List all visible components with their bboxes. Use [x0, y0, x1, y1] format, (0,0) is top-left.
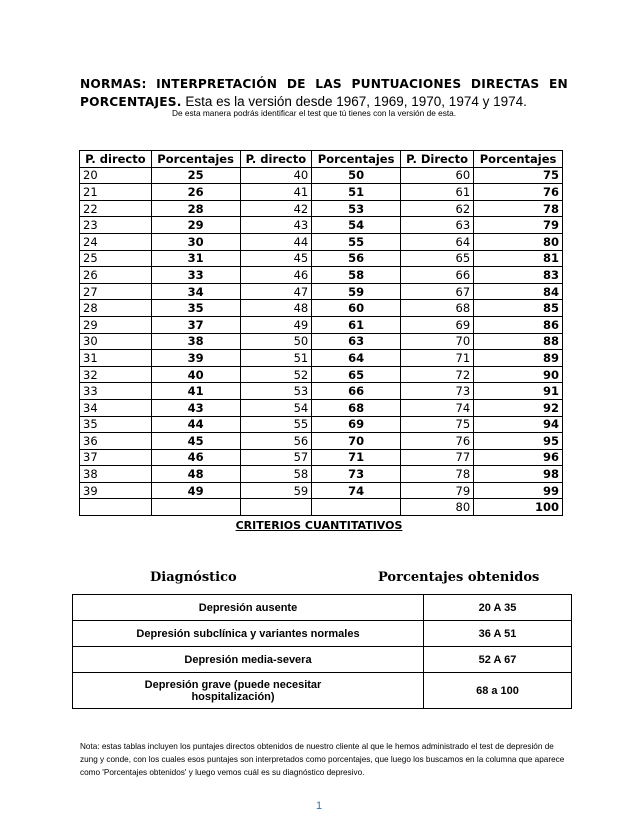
- direct-score-cell: 73: [401, 383, 474, 400]
- direct-score-cell: 60: [401, 167, 474, 184]
- heading-line-1: [80, 76, 568, 93]
- table-row: [73, 647, 572, 673]
- percentage-cell: 63: [312, 333, 401, 350]
- direct-score-cell: 21: [80, 184, 152, 201]
- direct-score-cell: 26: [80, 267, 152, 284]
- direct-score-cell: 44: [240, 233, 312, 250]
- percentage-cell: 71: [312, 449, 401, 466]
- percentage-cell: 99: [474, 482, 563, 499]
- direct-score-cell: 54: [240, 399, 312, 416]
- criteria-table: [72, 594, 572, 709]
- percentage-cell: 25: [151, 167, 240, 184]
- criteria-body: [73, 595, 572, 709]
- percentage-cell: 79: [474, 217, 563, 234]
- percentage-cell: 90: [474, 366, 563, 383]
- percentage-cell: 69: [312, 416, 401, 433]
- direct-score-cell: 24: [80, 233, 152, 250]
- percentage-cell: 76: [474, 184, 563, 201]
- percentage-cell: 86: [474, 316, 563, 333]
- diagnosis-cell: Depresión subclínica y variantes normales: [73, 621, 424, 647]
- direct-score-cell: 30: [80, 333, 152, 350]
- percentage-cell: 41: [151, 383, 240, 400]
- percentage-cell: 89: [474, 350, 563, 367]
- norms-header-cell: Porcentajes: [312, 151, 401, 168]
- direct-score-cell: 63: [401, 217, 474, 234]
- table-row: [80, 200, 563, 217]
- percentage-cell: 59: [312, 283, 401, 300]
- table-row: [80, 167, 563, 184]
- direct-score-cell: 36: [80, 433, 152, 450]
- direct-score-cell: 58: [240, 466, 312, 483]
- direct-score-cell: 69: [401, 316, 474, 333]
- direct-score-cell: 72: [401, 366, 474, 383]
- direct-score-cell: 61: [401, 184, 474, 201]
- direct-score-cell: 52: [240, 366, 312, 383]
- percentage-cell: 88: [474, 333, 563, 350]
- direct-score-cell: 68: [401, 300, 474, 317]
- direct-score-cell: 49: [240, 316, 312, 333]
- direct-score-cell: 27: [80, 283, 152, 300]
- direct-score-cell: 29: [80, 316, 152, 333]
- norms-header-cell: Porcentajes: [151, 151, 240, 168]
- direct-score-cell: 40: [240, 167, 312, 184]
- table-row: [80, 399, 563, 416]
- norms-header-cell: Porcentajes: [474, 151, 563, 168]
- direct-score-cell: 25: [80, 250, 152, 267]
- table-row: [80, 283, 563, 300]
- direct-score-cell: 79: [401, 482, 474, 499]
- direct-score-cell: 46: [240, 267, 312, 284]
- percentage-cell: 100: [474, 499, 563, 516]
- direct-score-cell: 70: [401, 333, 474, 350]
- footnote: Nota: estas tablas incluyen los puntajes directos obtenidos de nuestro cliente al que le hemos administrado el test de depresión de zung y conde, con los cuales esos puntajes son interpretados como porcentajes, que luego los buscamos en la columna que aparece como 'Porcentajes obtenidos' y luego vemos cuál es su diagnóstico depresivo.: [80, 742, 565, 777]
- percentage-cell: 53: [312, 200, 401, 217]
- percentage-cell: 38: [151, 333, 240, 350]
- percentage-cell: 98: [474, 466, 563, 483]
- percentage-cell: [312, 499, 401, 516]
- table-row: [80, 333, 563, 350]
- direct-score-cell: 64: [401, 233, 474, 250]
- percentage-cell: 55: [312, 233, 401, 250]
- percentage-cell: 46: [151, 449, 240, 466]
- table-row: [80, 366, 563, 383]
- diagnosis-cell: Depresión media-severa: [73, 647, 424, 673]
- heading-word: EN: [549, 77, 568, 91]
- table-row: [73, 673, 572, 709]
- criteria-title: CRITERIOS CUANTITATIVOS: [235, 519, 403, 532]
- percentage-cell: 28: [151, 200, 240, 217]
- percentage-cell: 54: [312, 217, 401, 234]
- table-row: [73, 595, 572, 621]
- range-cell: 36 A 51: [424, 621, 572, 647]
- direct-score-cell: 57: [240, 449, 312, 466]
- heading-word: PUNTUACIONES: [351, 77, 462, 91]
- page-number: 1: [315, 800, 323, 812]
- heading-word: DIRECTAS: [470, 77, 540, 91]
- direct-score-cell: 48: [240, 300, 312, 317]
- table-row: [80, 449, 563, 466]
- percentage-cell: 26: [151, 184, 240, 201]
- percentage-cell: 30: [151, 233, 240, 250]
- heading-version-text: Esta es la versión desde 1967, 1969, 1970, 1974 y 1974.: [181, 94, 527, 109]
- percentage-cell: 29: [151, 217, 240, 234]
- percentage-cell: 49: [151, 482, 240, 499]
- table-row: [80, 316, 563, 333]
- heading-subtitle: De esta manera podrás identificar el test que tú tienes con la versión de esta.: [172, 108, 457, 118]
- percentage-cell: 40: [151, 366, 240, 383]
- percentage-cell: 64: [312, 350, 401, 367]
- direct-score-cell: 71: [401, 350, 474, 367]
- direct-score-cell: 20: [80, 167, 152, 184]
- table-row: [80, 416, 563, 433]
- percentage-cell: 96: [474, 449, 563, 466]
- table-row: [80, 482, 563, 499]
- percentage-cell: 80: [474, 233, 563, 250]
- percentage-cell: 33: [151, 267, 240, 284]
- direct-score-cell: 31: [80, 350, 152, 367]
- percentage-cell: 43: [151, 399, 240, 416]
- direct-score-cell: 39: [80, 482, 152, 499]
- direct-score-cell: 51: [240, 350, 312, 367]
- direct-score-cell: 41: [240, 184, 312, 201]
- norms-table: [79, 150, 563, 516]
- percentage-cell: 66: [312, 383, 401, 400]
- direct-score-cell: [240, 499, 312, 516]
- percentage-cell: 50: [312, 167, 401, 184]
- direct-score-cell: 22: [80, 200, 152, 217]
- percentage-cell: 92: [474, 399, 563, 416]
- percentage-cell: 70: [312, 433, 401, 450]
- direct-score-cell: 66: [401, 267, 474, 284]
- direct-score-cell: 50: [240, 333, 312, 350]
- table-row: [80, 184, 563, 201]
- direct-score-cell: 78: [401, 466, 474, 483]
- heading-word: LAS: [315, 77, 342, 91]
- percentage-cell: 37: [151, 316, 240, 333]
- direct-score-cell: 80: [401, 499, 474, 516]
- percentage-cell: 61: [312, 316, 401, 333]
- percentage-cell: 94: [474, 416, 563, 433]
- range-cell: 52 A 67: [424, 647, 572, 673]
- norms-header-cell: P. Directo: [401, 151, 474, 168]
- direct-score-cell: 59: [240, 482, 312, 499]
- direct-score-cell: 37: [80, 449, 152, 466]
- range-cell: 20 A 35: [424, 595, 572, 621]
- percentages-column-heading: Porcentajes obtenidos: [378, 570, 540, 585]
- heading-word: NORMAS:: [80, 77, 147, 91]
- table-row: [80, 383, 563, 400]
- percentage-cell: 51: [312, 184, 401, 201]
- direct-score-cell: 38: [80, 466, 152, 483]
- diagnosis-cell: Depresión ausente: [73, 595, 424, 621]
- table-row: [80, 350, 563, 367]
- table-row: [80, 233, 563, 250]
- percentage-cell: 39: [151, 350, 240, 367]
- document-heading: [80, 76, 568, 111]
- direct-score-cell: 56: [240, 433, 312, 450]
- table-row: [80, 267, 563, 284]
- percentage-cell: 78: [474, 200, 563, 217]
- direct-score-cell: 45: [240, 250, 312, 267]
- direct-score-cell: 65: [401, 250, 474, 267]
- direct-score-cell: 47: [240, 283, 312, 300]
- percentage-cell: 58: [312, 267, 401, 284]
- norms-body: [80, 167, 563, 515]
- percentage-cell: 95: [474, 433, 563, 450]
- table-row: [80, 217, 563, 234]
- direct-score-cell: 35: [80, 416, 152, 433]
- percentage-cell: 85: [474, 300, 563, 317]
- heading-word: INTERPRETACIÓN: [156, 77, 278, 91]
- range-cell: 68 a 100: [424, 673, 572, 709]
- table-row: [80, 300, 563, 317]
- direct-score-cell: 32: [80, 366, 152, 383]
- direct-score-cell: 33: [80, 383, 152, 400]
- direct-score-cell: 75: [401, 416, 474, 433]
- table-row: [80, 466, 563, 483]
- percentage-cell: 48: [151, 466, 240, 483]
- percentage-cell: 65: [312, 366, 401, 383]
- direct-score-cell: 53: [240, 383, 312, 400]
- diagnosis-cell: Depresión grave (puede necesitar hospitalización): [73, 673, 424, 709]
- percentage-cell: 45: [151, 433, 240, 450]
- percentage-cell: 81: [474, 250, 563, 267]
- percentage-cell: 84: [474, 283, 563, 300]
- direct-score-cell: 55: [240, 416, 312, 433]
- percentage-cell: 44: [151, 416, 240, 433]
- percentage-cell: 68: [312, 399, 401, 416]
- direct-score-cell: 28: [80, 300, 152, 317]
- percentage-cell: 83: [474, 267, 563, 284]
- direct-score-cell: 23: [80, 217, 152, 234]
- percentage-cell: 91: [474, 383, 563, 400]
- percentage-cell: 75: [474, 167, 563, 184]
- direct-score-cell: 74: [401, 399, 474, 416]
- direct-score-cell: [80, 499, 152, 516]
- direct-score-cell: 67: [401, 283, 474, 300]
- percentage-cell: 73: [312, 466, 401, 483]
- diagnosis-column-heading: Diagnóstico: [150, 570, 237, 585]
- norms-header-row: [80, 151, 563, 168]
- percentage-cell: [151, 499, 240, 516]
- percentage-cell: 60: [312, 300, 401, 317]
- direct-score-cell: 43: [240, 217, 312, 234]
- heading-bold-word: PORCENTAJES.: [80, 95, 182, 109]
- table-row: [80, 499, 563, 516]
- percentage-cell: 56: [312, 250, 401, 267]
- norms-header-cell: P. directo: [80, 151, 152, 168]
- table-row: [73, 621, 572, 647]
- direct-score-cell: 42: [240, 200, 312, 217]
- direct-score-cell: 77: [401, 449, 474, 466]
- norms-header-cell: P. directo: [240, 151, 312, 168]
- percentage-cell: 74: [312, 482, 401, 499]
- direct-score-cell: 34: [80, 399, 152, 416]
- direct-score-cell: 76: [401, 433, 474, 450]
- percentage-cell: 31: [151, 250, 240, 267]
- percentage-cell: 34: [151, 283, 240, 300]
- direct-score-cell: 62: [401, 200, 474, 217]
- table-row: [80, 250, 563, 267]
- table-row: [80, 433, 563, 450]
- percentage-cell: 35: [151, 300, 240, 317]
- heading-word: DE: [286, 77, 306, 91]
